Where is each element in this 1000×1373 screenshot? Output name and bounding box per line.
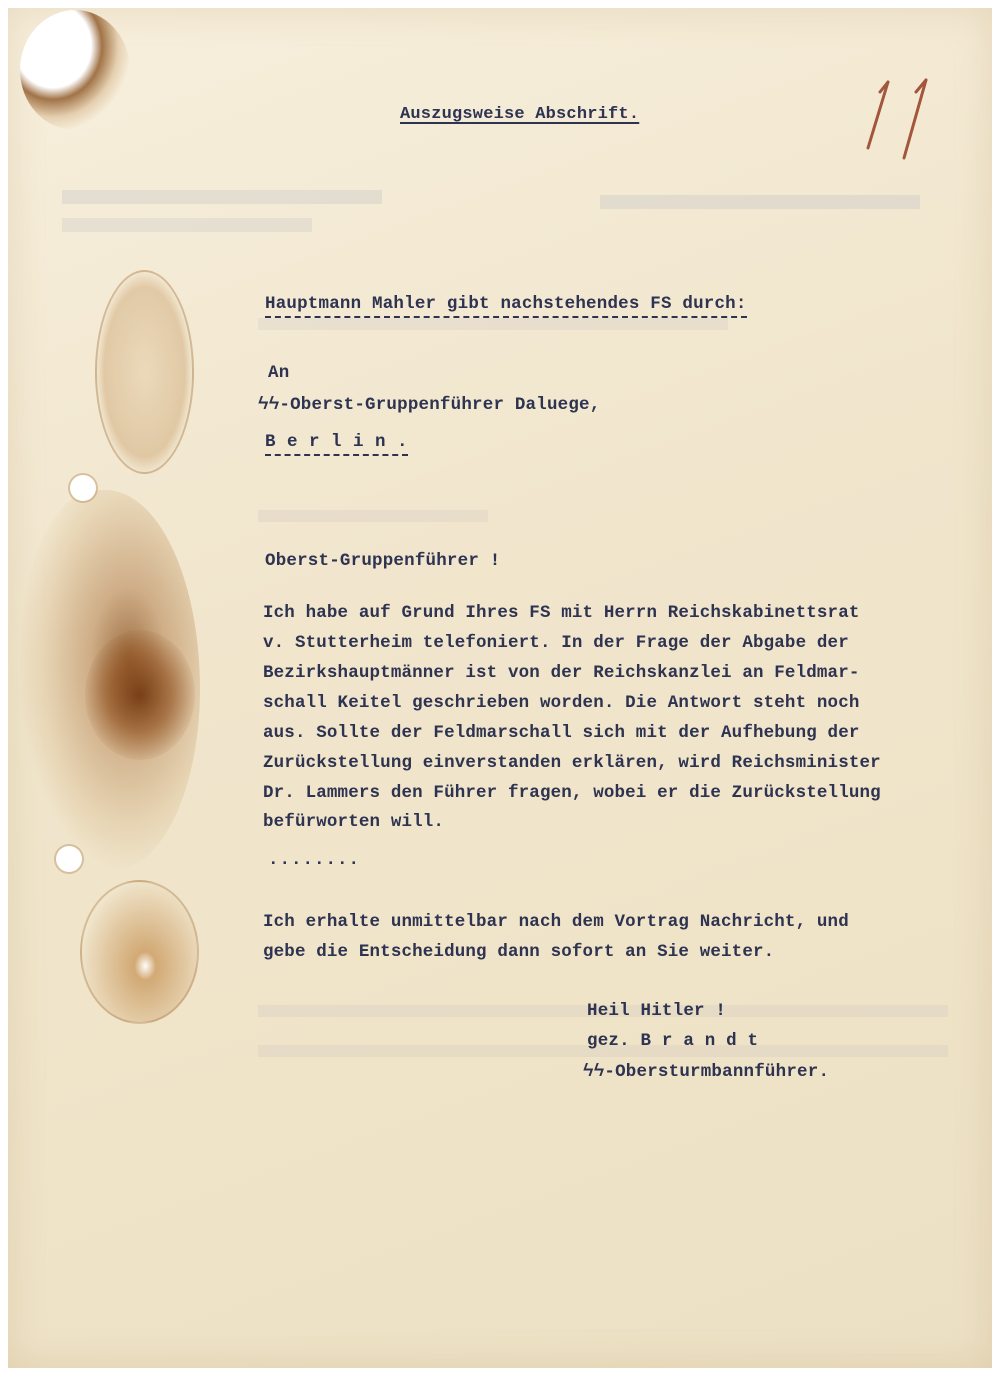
closing-line: gebe die Entscheidung dann sofort an Sie weiter. (263, 942, 775, 962)
intro-line: Hauptmann Mahler gibt nachstehendes FS durch: (265, 294, 747, 318)
signature-greeting: Heil Hitler ! (587, 1001, 727, 1021)
body-line: Bezirkshauptmänner ist von der Reichskanzlei an Feldmar- (263, 663, 860, 683)
ellipsis-line: ........ (268, 850, 361, 870)
recipient-name: ϟϟ-Oberst-Gruppenführer Daluege, (258, 395, 601, 415)
body-line: Ich habe auf Grund Ihres FS mit Herrn Reichskabinettsrat (263, 603, 860, 623)
signature-rank: ϟϟ-Obersturmbannführer. (583, 1062, 830, 1082)
body-line: v. Stutterheim telefoniert. In der Frage der Abgabe der (263, 633, 849, 653)
punch-hole-lower (56, 846, 82, 872)
body-line: Zurückstellung einverstanden erklären, wird Reichsminister (263, 753, 881, 773)
paper-sheet (8, 8, 992, 1368)
recipient-city: B e r l i n . (265, 432, 408, 456)
recipient-prefix: An (268, 363, 290, 383)
punch-hole-upper (70, 475, 96, 501)
signature-name: gez. B r a n d t (587, 1031, 759, 1051)
closing-line: Ich erhalte unmittelbar nach dem Vortrag Nachricht, und (263, 912, 849, 932)
body-line: schall Keitel geschrieben worden. Die Antwort steht noch (263, 693, 860, 713)
body-line: befürworten will. (263, 812, 445, 832)
body-line: Dr. Lammers den Führer fragen, wobei er die Zurückstellung (263, 783, 881, 803)
body-line: aus. Sollte der Feldmarschall sich mit der Aufhebung der (263, 723, 860, 743)
document-heading: Auszugsweise Abschrift. (400, 105, 640, 124)
salutation: Oberst-Gruppenführer ! (265, 551, 501, 571)
